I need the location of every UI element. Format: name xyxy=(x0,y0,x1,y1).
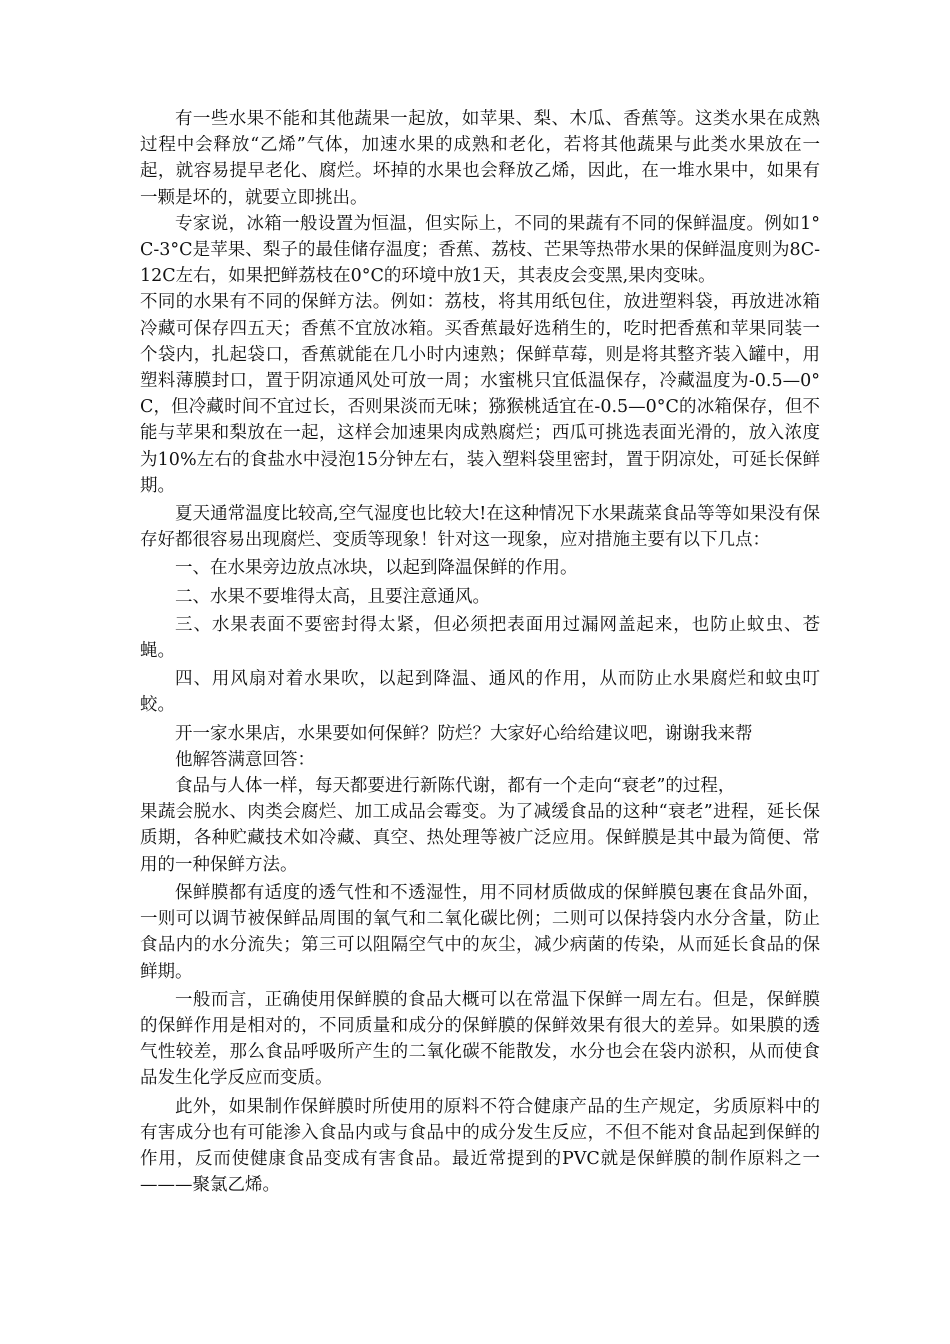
list-item-ice: 一、在水果旁边放点冰块，以起到降温保鲜的作用。 xyxy=(175,558,578,579)
list-item-cover: 三、水果表面不要密封得太紧，但必须把表面用过漏网盖起来，也防止蚊虫、苍蝇。 xyxy=(140,614,820,662)
paragraph-film-properties: 保鲜膜都有适度的透气性和不透湿性，用不同材质做成的保鲜膜包裹在食品外面，一则可以调节被保鲜品周围的氧气和二氧化碳比例；二则可以保持袋内水分含量，防止食品内的水分流失；第三可以阻隔空气中的灰尘，减少病菌的传染，从而延长食品的保鲜期。 xyxy=(140,882,820,982)
paragraph-question: 开一家水果店，水果要如何保鲜？防烂？大家好心给给建议吧，谢谢我来帮 xyxy=(175,723,753,744)
paragraph-film-effect: 一般而言，正确使用保鲜膜的食品大概可以在常温下保鲜一周左右。但是，保鲜膜的保鲜作用是相对的，不同质量和成分的保鲜膜的保鲜效果有很大的差异。如果膜的透气性较差，那么食品呼吸所产生的二氧化碳不能散发，水分也会在袋内淤积，从而使食品发生化学反应而变质。 xyxy=(140,989,820,1089)
paragraph-film-materials: 此外，如果制作保鲜膜时所使用的原料不符合健康产品的生产规定，劣质原料中的有害成分也有可能渗入食品内或与食品中的成分发生反应，不但不能对食品起到保鲜的作用，反而使健康食品变成有害食品。最近常提到的PVC就是保鲜膜的制作原料之一———聚氯乙烯。 xyxy=(140,1096,820,1196)
list-item-fan: 四、用风扇对着水果吹，以起到降温、通风的作用，从而防止水果腐烂和蚊虫叮蛟。 xyxy=(140,669,820,716)
document-body xyxy=(140,106,820,1198)
paragraph-food-aging: 果蔬会脱水、肉类会腐烂、加工成品会霉变。为了减缓食品的这种“衰老”进程，延长保质期，各种贮藏技术如冷藏、真空、热处理等被广泛应用。保鲜膜是其中最为简便、常用的一种保鲜方法。 xyxy=(140,802,820,875)
paragraph-food-aging-intro: 食品与人体一样，每天都要进行新陈代谢，都有一个走向“衰老”的过程， xyxy=(175,776,736,797)
paragraph-ethylene: 有一些水果不能和其他蔬果一起放，如苹果、梨、木瓜、香蕉等。这类水果在成熟过程中会释放“乙烯”气体，加速水果的成熟和老化，若将其他蔬果与此类水果放在一起，就容易提早老化、腐烂。坏掉的水果也会释放乙烯，因此，在一堆水果中，如果有一颗是坏的，就要立即挑出。 xyxy=(140,109,820,208)
list-item-stacking: 二、水果不要堆得太高，且要注意通风。 xyxy=(175,586,490,607)
paragraph-temperature: 专家说，冰箱一般设置为恒温，但实际上，不同的果蔬有不同的保鲜温度。例如1°C-3°C是苹果、梨子的最佳储存温度；香蕉、荔枝、芒果等热带水果的保鲜温度则为8C-12C左右，如果把鲜荔枝在0°C的环境中放1天，其表皮会变黑,果肉变味。 xyxy=(140,213,820,287)
paragraph-methods: 不同的水果有不同的保鲜方法。例如：荔枝，将其用纸包住，放进塑料袋，再放进冰箱冷藏可保存四五天；香蕉不宜放冰箱。买香蕉最好选稍生的，吃时把香蕉和苹果同装一个袋内，扎起袋口，香蕉就能在几小时内速熟；保鲜草莓，则是将其整齐装入罐中，用塑料薄膜封口，置于阴凉通风处可放一周；水蜜桃只宜低温保存，冷藏温度为-0.5—0°C，但冷藏时间不宜过长，否则果淡而无味；猕猴桃适宜在-0.5—0°C的冰箱保存，但不能与苹果和梨放在一起，这样会加速果肉成熟腐烂；西瓜可挑选表面光滑的，放入浓度为10%左右的食盐水中浸泡15分钟左右，装入塑料袋里密封，置于阴凉处，可延长保鲜期。 xyxy=(140,292,820,496)
paragraph-summer: 夏天通常温度比较高,空气湿度也比较大!在这种情况下水果蔬菜食品等等如果没有保存好都很容易出现腐烂、变质等现象！针对这一现象，应对措施主要有以下几点： xyxy=(140,504,820,551)
paragraph-answer-label: 他解答满意回答： xyxy=(175,749,315,770)
